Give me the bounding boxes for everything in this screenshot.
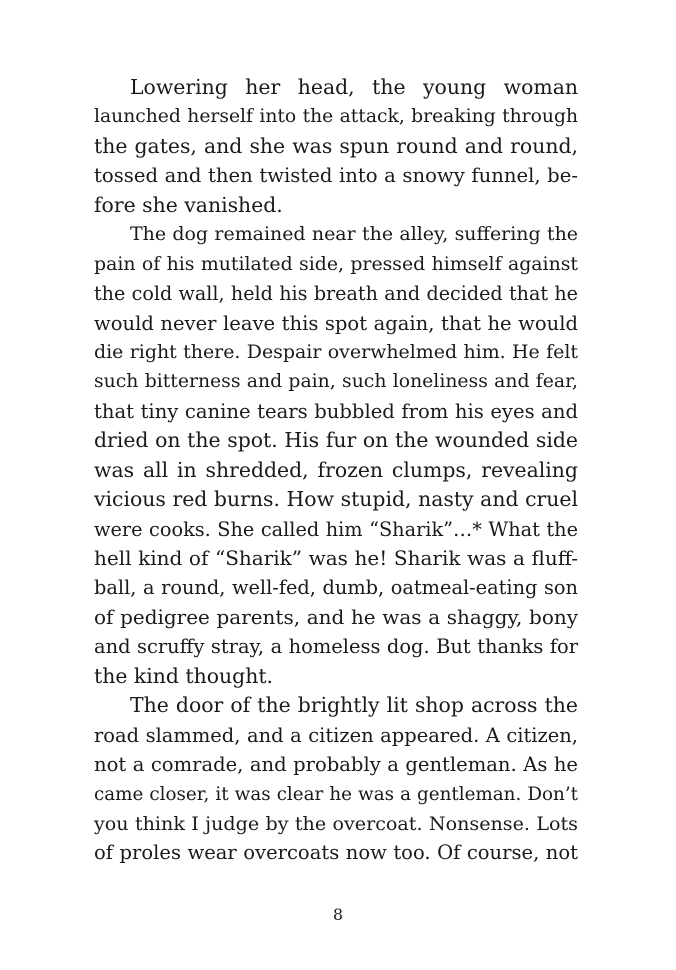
text-line: you think I judge by the overcoat. Nonsense. Lots xyxy=(94,811,578,835)
text-line: the kind thought. xyxy=(94,663,274,688)
text-line: the gates, and she was spun round and round, xyxy=(94,133,578,158)
text-line: die right there. Despair overwhelmed him. He felt xyxy=(94,340,578,363)
body-text xyxy=(94,73,578,868)
text-line: and scruffy stray, a homeless dog. But thanks for xyxy=(94,635,578,659)
text-line: ball, a round, well-fed, dumb, oatmeal-eating son xyxy=(94,576,578,600)
page-number: 8 xyxy=(332,905,344,924)
text-line: such bitterness and pain, such loneliness and fear, xyxy=(94,371,578,393)
text-line: fore she vanished. xyxy=(94,192,283,217)
paragraph-2 xyxy=(94,220,578,691)
text-line: tossed and then twisted into a snowy funnel, be- xyxy=(94,164,578,188)
text-line: Lowering her head, the young woman xyxy=(130,75,578,99)
text-line: launched herself into the attack, breaking through xyxy=(94,106,578,128)
text-line: The dog remained near the alley, suffering the xyxy=(130,223,578,246)
text-line: the cold wall, held his breath and decided that he xyxy=(94,282,578,306)
text-line: that tiny canine tears bubbled from his eyes and xyxy=(94,399,578,423)
text-line: came closer, it was clear he was a gentleman. Don’t xyxy=(94,783,578,805)
text-line: would never leave this spot again, that he would xyxy=(94,311,578,335)
text-line: vicious red burns. How stupid, nasty and cruel xyxy=(94,487,578,512)
text-line: The door of the brightly lit shop across the xyxy=(130,693,578,718)
text-line: pain of his mutilated side, pressed himself against xyxy=(94,252,578,275)
text-line: of proles wear overcoats now too. Of course, not xyxy=(94,841,578,865)
text-line: were cooks. She called him “Sharik”…* What the xyxy=(94,517,578,541)
text-line: not a comrade, and probably a gentleman. As he xyxy=(94,753,578,777)
text-line: road slammed, and a citizen appeared. A citizen, xyxy=(94,723,578,747)
text-line: was all in shredded, frozen clumps, revealing xyxy=(94,457,578,482)
text-line: dried on the spot. His fur on the wounded side xyxy=(94,428,578,453)
paragraph-1 xyxy=(94,73,578,220)
paragraph-3 xyxy=(94,691,578,868)
text-line: hell kind of “Sharik” was he! Sharik was a fluff- xyxy=(94,546,578,570)
text-line: of pedigree parents, and he was a shaggy, bony xyxy=(94,604,578,629)
